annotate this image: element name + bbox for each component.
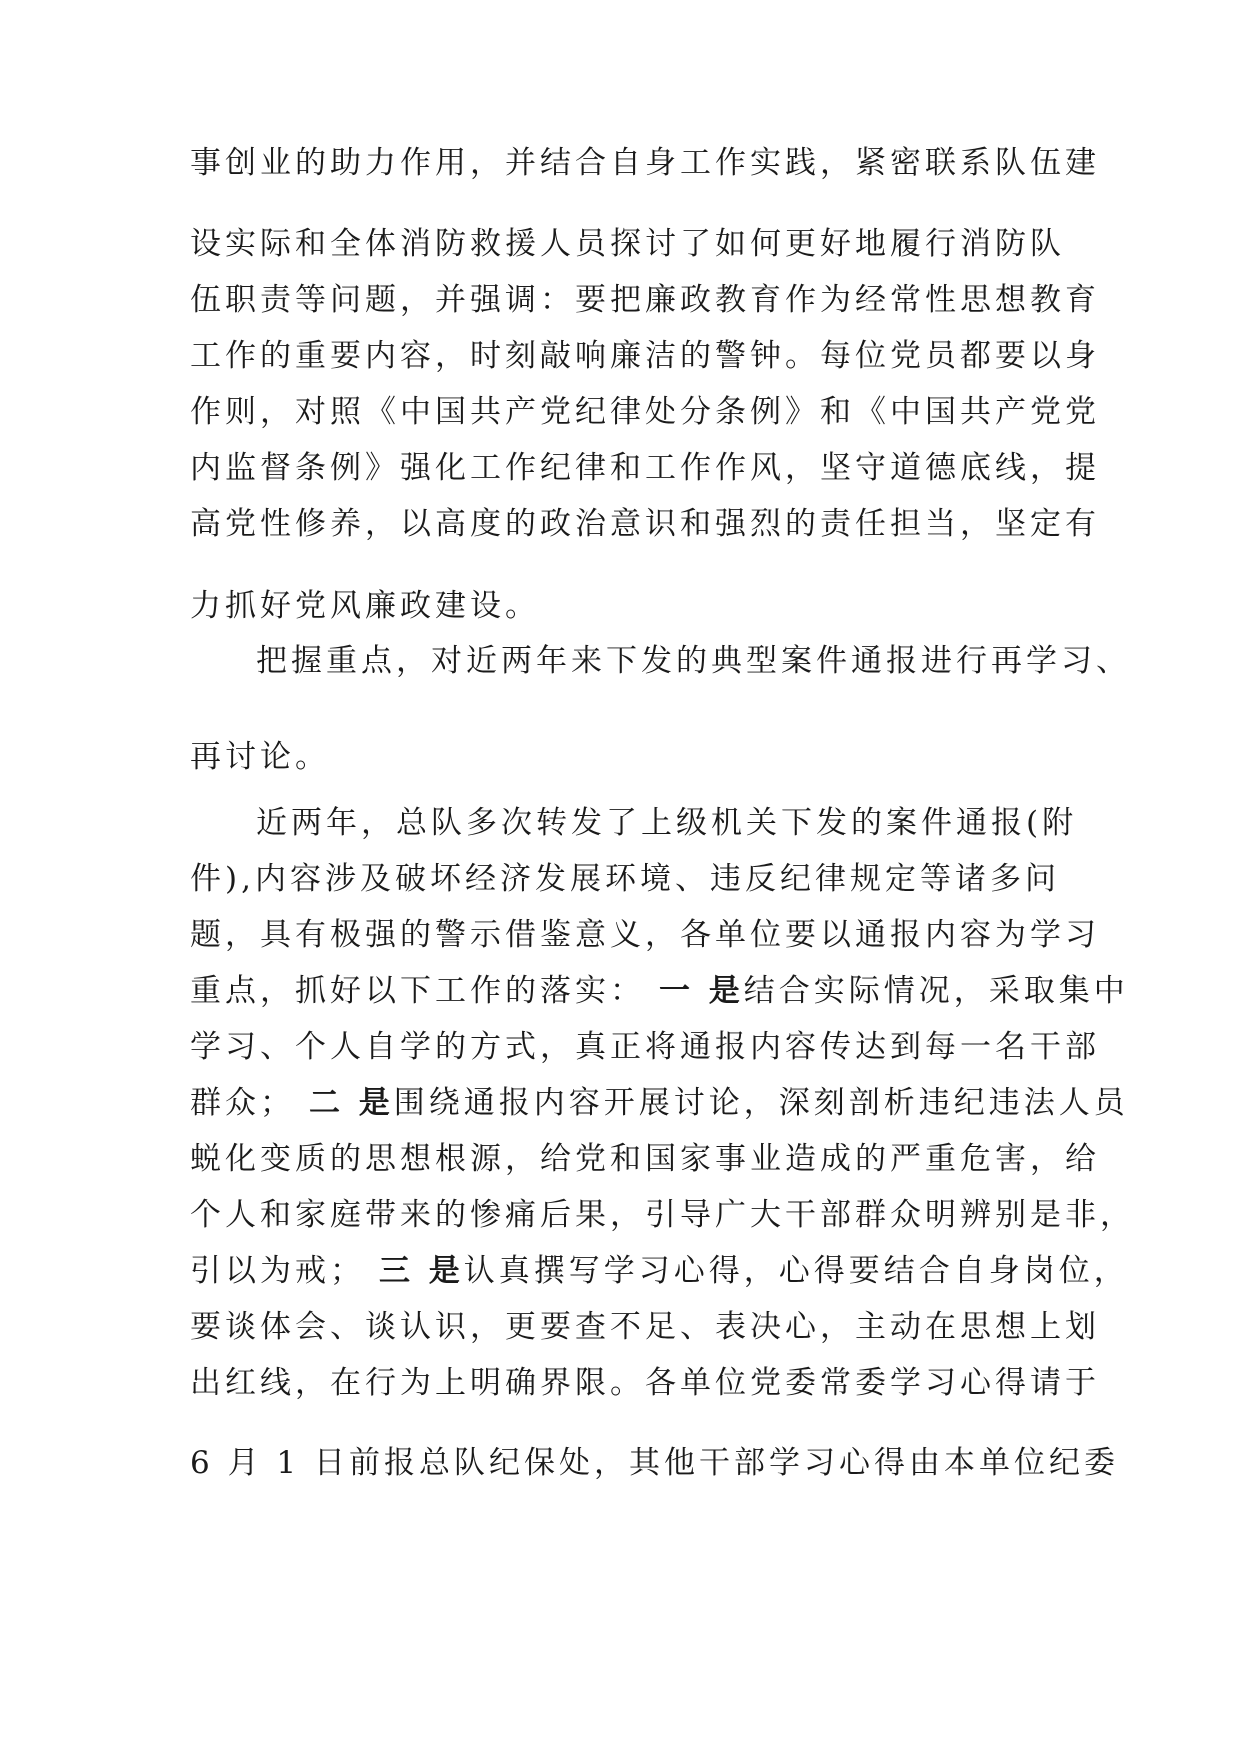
text-line: 高党性修养，以高度的政治意识和强烈的责任担当，坚定有 <box>190 506 1100 542</box>
text-line: 6 月 1 日前报总队纪保处，其他干部学习心得由本单位纪委 <box>190 1445 1120 1481</box>
bold-marker: 一 是 <box>659 973 744 1009</box>
text-line: 把握重点，对近两年来下发的典型案件通报进行再学习、 <box>256 643 1131 679</box>
text-line: 伍职责等问题，并强调：要把廉政教育作为经常性思想教育 <box>190 282 1100 318</box>
text-segment: 引以为戒； <box>190 1253 365 1289</box>
text-line: 设实际和全体消防救援人员探讨了如何更好地履行消防队 <box>190 226 1065 262</box>
text-line: 工作的重要内容，时刻敲响廉洁的警钟。每位党员都要以身 <box>190 338 1100 374</box>
text-line: 再讨论。 <box>190 739 330 775</box>
text-line: 要谈体会、谈认识，更要查不足、表决心，主动在思想上划 <box>190 1309 1100 1345</box>
text-segment: 群众； <box>190 1085 295 1121</box>
text-line: 题，具有极强的警示借鉴意义，各单位要以通报内容为学习 <box>190 917 1100 953</box>
text-line: 内监督条例》强化工作纪律和工作作风，坚守道德底线，提 <box>190 450 1100 486</box>
text-segment: 围绕通报内容开展讨论，深刻剖析违纪违法人员 <box>393 1085 1129 1121</box>
text-line: 出红线，在行为上明确界限。各单位党委常委学习心得请于 <box>190 1365 1100 1401</box>
text-line <box>190 1251 1129 1291</box>
bold-marker: 二 是 <box>309 1085 394 1121</box>
text-line <box>190 1083 1129 1123</box>
text-line <box>190 971 1129 1011</box>
bold-marker: 三 是 <box>379 1253 464 1289</box>
text-line: 件),内容涉及破坏经济发展环境、违反纪律规定等诸多问 <box>190 861 1060 897</box>
text-line: 个人和家庭带来的惨痛后果，引导广大干部群众明辨别是非， <box>190 1197 1135 1233</box>
text-segment: 结合实际情况，采取集中 <box>743 973 1129 1009</box>
text-line: 作则，对照《中国共产党纪律处分条例》和《中国共产党党 <box>190 394 1100 430</box>
text-segment: 重点，抓好以下工作的落实： <box>190 973 645 1009</box>
text-segment: 认真撰写学习心得，心得要结合自身岗位， <box>463 1253 1129 1289</box>
text-line: 学习、个人自学的方式，真正将通报内容传达到每一名干部 <box>190 1029 1100 1065</box>
text-line: 事创业的助力作用，并结合自身工作实践，紧密联系队伍建 <box>190 145 1100 181</box>
text-line: 近两年，总队多次转发了上级机关下发的案件通报(附 <box>256 805 1078 841</box>
text-line: 蜕化变质的思想根源，给党和国家事业造成的严重危害，给 <box>190 1141 1100 1177</box>
text-line: 力抓好党风廉政建设。 <box>190 588 540 624</box>
